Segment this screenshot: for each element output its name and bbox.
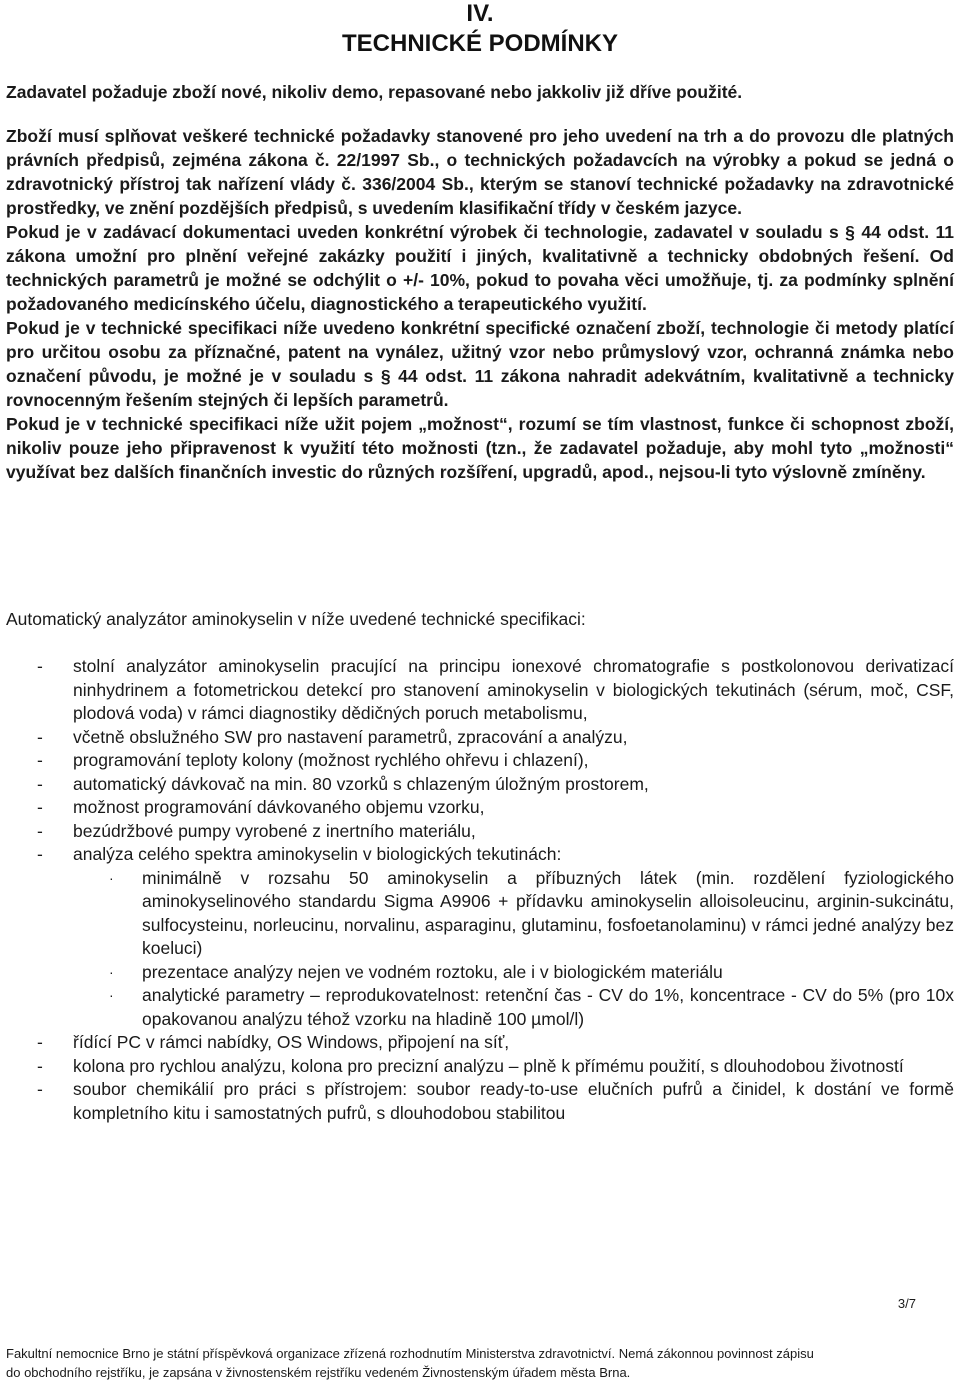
spec-item	[6, 1055, 954, 1079]
spec-item	[6, 726, 954, 750]
spec-item-text: řídící PC v rámci nabídky, OS Windows, připojení na síť,	[73, 1032, 510, 1052]
dash-marker: -	[37, 1079, 43, 1099]
spec-item-text: automatický dávkovač na min. 80 vzorků s chlazeným úložným prostorem,	[73, 773, 649, 794]
spec-item-text: možnost programování dávkovaného objemu vzorku,	[73, 797, 485, 817]
spec-item	[6, 1031, 954, 1055]
spec-sub-list	[73, 867, 954, 1032]
dash-marker: -	[37, 797, 43, 817]
spec-item	[6, 655, 954, 726]
dash-marker: -	[37, 750, 43, 770]
spec-item-text: bezúdržbové pumpy vyrobené z inertního materiálu,	[73, 820, 476, 841]
spec-sub-item-text: analytické parametry – reprodukovatelnost: retenční čas - CV do 1%, koncentrace - CV do 5% (pro 10x opakovanou analýzu téhož vzorku na hladině 100 µmol/l)	[142, 985, 954, 1029]
section-heading	[0, 0, 960, 58]
requirement-paragraph: Pokud je v technické specifikaci níže uvedeno konkrétní specifické označení zboží, technologie či metody platící pro určitou osobu za příznačné, patent na vynález, užitný vzor nebo průmyslový vzor, ochranná známka nebo označení původu, je možné je v souladu s § 44 odst. 11 zákona nahradit adekvátním, kvalitativně a technicky rovnocenným řešením stejných či lepších parametrů.	[6, 318, 954, 410]
bullet-marker: ·	[109, 963, 114, 980]
requirement-paragraph: Zboží musí splňovat veškeré technické požadavky stanovené pro jeho uvedení na trh a do provozu dle platných právních předpisů, zejména zákona č. 22/1997 Sb., o technických požadavcích na výrobky a pokud se jedná o zdravotnický přístroj tak nařízení vlády č. 336/2004 Sb., kterým se stanoví technické požadavky na zdravotnické prostředky, ve znění pozdějších předpisů, s uvedením klasifikační třídy v českém jazyce.	[6, 126, 954, 218]
spec-item-text: kolona pro rychlou analýzu, kolona pro precizní analýzu – plně k přímému použití, s dlouhodobou životností	[73, 1055, 904, 1076]
spec-item-text: stolní analyzátor aminokyselin pracující na principu ionexové chromatografie s postkolonovou derivatizací ninhydrinem a fotometrickou detekcí pro stanovení aminokyselin v biologických tekutinách (sérum, moč, CSF, plodová voda) v rámci diagnostiky dědičných poruch metabolismu,	[73, 656, 954, 723]
spec-sub-item-text: minimálně v rozsahu 50 aminokyselin a příbuzných látek (min. rozdělení fyziologického aminokyselinového standardu Sigma A9906 + přídavku aminokyselin alloisoleucinu, arginin-sukcinátu, sulfocysteinu, norleucinu, norvalinu, asparaginu, glutaminu, fosfoetanolaminu) v rámci jedné analýzy bez koeluci)	[142, 867, 954, 958]
requirement-paragraph: Pokud je v technické specifikaci níže užit pojem „možnost“, rozumí se tím vlastnost, funkce či schopnost zboží, nikoliv pouze jeho připravenost k využití této možnosti (tzn., že zadavatel požaduje, aby mohl tyto „možnosti“ využívat bez dalších finančních investic do různých rozšíření, upgradů, apod., nejsou-li tyto výslovně zmíněny.	[6, 414, 954, 482]
spec-intro: Automatický analyzátor aminokyselin v níže uvedené technické specifikaci:	[6, 609, 586, 629]
page-footer	[6, 1344, 954, 1382]
spec-item-text: programování teploty kolony (možnost rychlého ohřevu i chlazení),	[73, 750, 589, 770]
dash-marker: -	[37, 1032, 43, 1052]
section-title: TECHNICKÉ PODMÍNKY	[341, 30, 618, 57]
dash-marker: -	[37, 773, 43, 794]
dash-marker: -	[37, 726, 43, 747]
dash-marker: -	[37, 1055, 43, 1076]
requirement-paragraph: Zadavatel požaduje zboží nové, nikoliv demo, repasované nebo jakkoliv již dříve použité.	[6, 82, 743, 102]
spec-sub-item-text: prezentace analýzy nejen ve vodném roztoku, ale i v biologickém materiálu	[142, 961, 723, 982]
page-number: 3/7	[897, 1296, 916, 1311]
footer-line: do obchodního rejstříku, je zapsána v živnostenském rejstříku vedeném Živnostenským úřadem města Brna.	[6, 1365, 631, 1380]
bullet-marker: ·	[109, 869, 114, 886]
spec-sub-item	[73, 867, 954, 961]
bullet-marker: ·	[109, 987, 114, 1003]
footer-line: Fakultní nemocnice Brno je státní příspěvková organizace zřízená rozhodnutím Ministerstva zdravotnictví. Nemá zákonnou povinnost zápisu	[6, 1346, 814, 1361]
requirements-block	[6, 80, 954, 484]
spec-item-text: včetně obslužného SW pro nastavení parametrů, zpracování a analýzu,	[73, 726, 628, 747]
spec-item	[6, 773, 954, 797]
spec-sub-item	[73, 961, 954, 985]
spec-item	[6, 1078, 954, 1125]
spec-item	[6, 820, 954, 844]
dash-marker: -	[37, 820, 43, 841]
spec-item-text: analýza celého spektra aminokyselin v biologických tekutinách:	[73, 844, 562, 864]
spec-item	[6, 796, 954, 820]
dash-marker: -	[37, 656, 43, 676]
requirement-paragraph: Pokud je v zadávací dokumentaci uveden konkrétní výrobek či technologie, zadavatel v souladu s § 44 odst. 11 zákona umožní pro plnění veřejné zakázky použití i jiných, kvalitativně a technicky obdobných řešení. Od technických parametrů je možné se odchýlit o +/- 10%, pokud to povaha věci umožňuje, tj. za podmínky splnění požadovaného medicínského účelu, diagnostického a terapeutického využití.	[6, 222, 954, 314]
spec-item-text: soubor chemikálií pro práci s přístrojem: soubor ready-to-use elučních pufrů a činidel, k dostání ve formě kompletního kitu i samostatných pufrů, s dlouhodobou stabilitou	[73, 1079, 954, 1123]
spec-sub-item	[73, 984, 954, 1031]
dash-marker: -	[37, 844, 43, 864]
section-number: IV.	[466, 0, 494, 27]
spec-list	[6, 655, 954, 1125]
spec-item	[6, 843, 954, 1031]
spec-item	[6, 749, 954, 773]
